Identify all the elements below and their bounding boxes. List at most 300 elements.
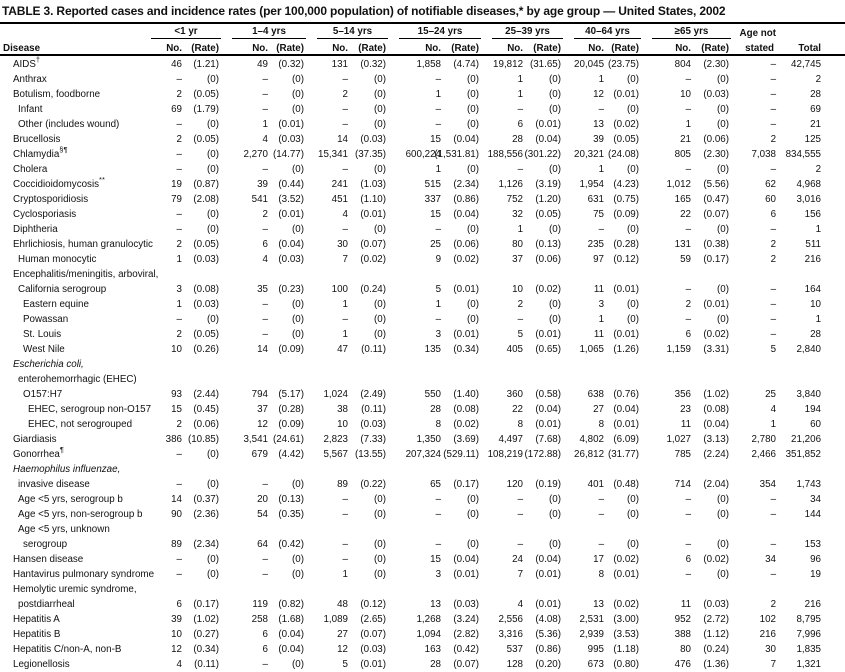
rate-cell: (0)	[207, 554, 219, 565]
no-cell: 3,541	[243, 434, 268, 445]
rate-cell: (0.09)	[278, 419, 304, 430]
age-not-stated-cell: –	[770, 314, 777, 325]
table-row	[0, 476, 845, 491]
age-group-header: 25–39 yrs	[481, 24, 563, 39]
no-cell: –	[262, 164, 268, 175]
no-cell: 2	[685, 299, 692, 310]
no-cell: 20,045	[574, 59, 605, 70]
no-cell: 14	[257, 344, 268, 355]
rate-cell: (0)	[627, 539, 640, 550]
rate-cell: (0)	[374, 299, 387, 310]
rate-cell: (1.18)	[613, 644, 640, 655]
no-cell: 515	[424, 179, 442, 190]
rate-cell: (0.12)	[360, 599, 387, 610]
disease-label: Giardiasis	[13, 434, 57, 445]
rate-cell: (0.01)	[613, 284, 640, 295]
no-cell: 6	[685, 554, 692, 565]
no-cell	[140, 371, 184, 386]
rate-cell: (0.07)	[453, 659, 480, 670]
rate-cell: (0.03)	[360, 644, 387, 655]
rate-cell: (0.04)	[278, 629, 304, 640]
no-cell: 14	[171, 494, 182, 505]
rate-cell	[350, 371, 388, 386]
rate-cell	[184, 266, 221, 281]
no-cell	[140, 581, 184, 596]
age-not-stated-cell: 30	[765, 644, 777, 655]
total-cell: 216	[804, 599, 822, 610]
no-cell	[306, 266, 350, 281]
rate-cell: (2.08)	[193, 194, 219, 205]
no-cell: –	[262, 299, 268, 310]
rate-cell	[693, 521, 731, 536]
rate-cell	[350, 356, 388, 371]
rate-cell: (0.44)	[278, 179, 304, 190]
age-group-header: 5–14 yrs	[306, 24, 388, 39]
rate-cell: (0)	[292, 74, 304, 85]
no-cell: –	[176, 479, 182, 490]
rate-cell: (0)	[627, 224, 640, 235]
rate-cell: (0)	[374, 569, 387, 580]
no-cell: 19	[171, 179, 182, 190]
disease-label: Cholera	[13, 164, 48, 175]
table-row	[0, 206, 845, 221]
no-cell	[481, 461, 525, 476]
rate-cell: (0.34)	[193, 644, 219, 655]
rate-cell: (0)	[207, 569, 219, 580]
rate-cell: (0.01)	[278, 209, 304, 220]
rate-cell: (0.02)	[703, 554, 730, 565]
rate-cell: (0)	[549, 539, 562, 550]
rate-cell: (0.80)	[613, 659, 640, 670]
no-cell: 1	[598, 314, 605, 325]
no-cell: 163	[424, 644, 442, 655]
rate-cell	[270, 521, 306, 536]
no-cell: 69	[171, 104, 182, 115]
age-not-stated-cell: 2	[770, 599, 777, 610]
no-cell: 8	[517, 419, 524, 430]
no-cell: 1,268	[416, 614, 442, 625]
total-cell: 60	[810, 419, 822, 430]
rate-cell	[270, 581, 306, 596]
no-cell: –	[262, 104, 268, 115]
rate-cell: (0)	[549, 104, 562, 115]
rate-cell: (0.01)	[535, 119, 562, 130]
rate-cell: (0)	[374, 89, 387, 100]
disease-label: Haemophilus influenzae,	[13, 464, 121, 475]
rate-cell: (0)	[627, 164, 640, 175]
no-cell	[388, 461, 443, 476]
rate-cell: (0.20)	[535, 659, 562, 670]
no-cell: 100	[331, 284, 348, 295]
no-cell: 59	[680, 254, 692, 265]
no-column-header: No.	[388, 39, 443, 55]
total-cell: 4,968	[796, 179, 822, 190]
rate-cell	[443, 581, 481, 596]
rate-cell: (0.01)	[453, 569, 480, 580]
no-cell: 1,159	[666, 344, 692, 355]
disease-column-header: Disease	[0, 39, 140, 55]
table-row	[0, 296, 845, 311]
age-not-stated-cell: –	[770, 74, 777, 85]
rate-cell	[525, 356, 563, 371]
rate-cell: (0.08)	[703, 404, 730, 415]
rate-cell: (0.03)	[278, 134, 304, 145]
age-not-stated-cell: 2	[770, 134, 777, 145]
rate-cell: (0)	[207, 149, 219, 160]
rate-cell: (1.02)	[703, 389, 730, 400]
no-cell: 337	[424, 194, 442, 205]
no-cell: –	[262, 329, 268, 340]
rate-cell: (0)	[717, 74, 730, 85]
age-not-stated-cell: 62	[765, 179, 777, 190]
no-cell: 2	[176, 239, 182, 250]
no-cell: –	[517, 314, 524, 325]
no-cell	[481, 266, 525, 281]
disease-label: Powassan	[23, 314, 69, 325]
rate-cell: (0.06)	[453, 239, 480, 250]
rate-cell: (0)	[717, 284, 730, 295]
age-group-header: 40–64 yrs	[563, 24, 641, 39]
disease-label: Coccidioidomycosis**	[13, 174, 105, 190]
rate-cell: (0)	[207, 314, 219, 325]
rate-cell	[606, 266, 641, 281]
rate-cell: (1,531.81)	[434, 149, 480, 160]
total-cell: 21,206	[791, 434, 822, 445]
no-cell: 12	[171, 644, 182, 655]
rate-cell: (5.17)	[278, 389, 304, 400]
total-cell: 42,745	[791, 59, 822, 70]
rate-cell: (0.58)	[535, 389, 562, 400]
disease-label: Infant	[18, 104, 43, 115]
rate-cell: (529.11)	[443, 449, 480, 460]
disease-label: Eastern equine	[23, 299, 89, 310]
rate-cell: (0.23)	[278, 284, 304, 295]
rate-cell: (0.05)	[193, 239, 219, 250]
age-not-stated-cell: 34	[765, 554, 777, 565]
no-cell: 93	[171, 389, 182, 400]
no-cell: 600,224	[405, 149, 442, 160]
no-cell: 15	[171, 404, 182, 415]
table-row	[0, 191, 845, 206]
rate-cell: (0.05)	[193, 89, 219, 100]
no-cell: 97	[593, 254, 605, 265]
rate-cell: (0)	[374, 119, 387, 130]
rate-cell: (0.47)	[703, 194, 730, 205]
age-not-stated-cell: –	[770, 329, 777, 340]
rate-cell: (7.68)	[535, 434, 562, 445]
rate-cell: (0)	[374, 509, 387, 520]
rate-cell: (0)	[627, 104, 640, 115]
no-cell: –	[176, 149, 182, 160]
no-cell: 2	[176, 329, 182, 340]
no-cell: 28	[512, 134, 524, 145]
disease-label: California serogroup	[18, 284, 107, 295]
no-cell	[306, 521, 350, 536]
rate-cell: (4.42)	[278, 449, 304, 460]
no-cell: –	[685, 74, 692, 85]
disease-label: Hepatitis A	[13, 614, 60, 625]
no-cell: 2	[176, 419, 182, 430]
no-cell: 1	[176, 299, 182, 310]
rate-cell: (0.01)	[535, 329, 562, 340]
no-cell: 54	[257, 509, 268, 520]
total-cell: 28	[810, 329, 822, 340]
footnote-marker: ¶	[59, 444, 64, 454]
no-cell: 65	[430, 479, 442, 490]
rate-cell: (0)	[292, 329, 304, 340]
no-cell	[481, 521, 525, 536]
no-cell: 6	[262, 239, 268, 250]
no-cell: –	[342, 554, 348, 565]
rate-cell: (0.01)	[360, 659, 387, 670]
rate-cell: (0)	[627, 509, 640, 520]
no-cell	[641, 581, 693, 596]
rate-cell: (0)	[207, 449, 219, 460]
disease-label: West Nile	[23, 344, 65, 355]
rate-cell	[184, 371, 221, 386]
rate-cell: (0.04)	[278, 644, 304, 655]
rate-cell: (0.37)	[193, 494, 219, 505]
rate-cell: (0.02)	[453, 254, 480, 265]
disease-label: Cryptosporidiosis	[13, 194, 89, 205]
no-cell: 2	[176, 89, 182, 100]
no-cell: –	[435, 509, 442, 520]
no-cell: 1,065	[579, 344, 605, 355]
no-cell: 27	[337, 629, 348, 640]
no-cell: 21	[680, 134, 692, 145]
no-cell: 785	[674, 449, 692, 460]
rate-cell: (1.68)	[278, 614, 304, 625]
rate-cell: (2.82)	[453, 629, 480, 640]
total-cell: 19	[810, 569, 822, 580]
no-cell: 27	[593, 404, 605, 415]
rate-cell: (2.36)	[193, 509, 219, 520]
rate-cell: (0)	[207, 74, 219, 85]
footnote-marker: §¶	[59, 144, 68, 154]
age-not-stated-cell: 216	[759, 629, 777, 640]
rate-cell	[443, 266, 481, 281]
rate-cell: (0)	[467, 89, 480, 100]
no-cell: –	[176, 74, 182, 85]
no-cell: 5	[435, 284, 442, 295]
no-cell	[140, 521, 184, 536]
rate-cell: (0)	[467, 224, 480, 235]
disease-label: Hepatitis B	[13, 629, 61, 640]
rate-cell: (0)	[717, 509, 730, 520]
rate-cell	[443, 356, 481, 371]
rate-cell: (0)	[374, 164, 387, 175]
rate-cell: (0)	[467, 74, 480, 85]
disease-label: Gonorrhea¶	[13, 444, 64, 460]
no-cell: –	[262, 479, 268, 490]
no-cell: 1	[435, 299, 442, 310]
total-cell: 194	[804, 404, 822, 415]
no-cell: 3	[435, 329, 442, 340]
no-cell: 258	[251, 614, 268, 625]
rate-cell: (3.31)	[703, 344, 730, 355]
rate-cell	[270, 266, 306, 281]
footnote-marker: †	[35, 54, 41, 64]
age-not-stated-cell: 2	[770, 239, 777, 250]
total-cell: 834,555	[785, 149, 822, 160]
no-cell	[481, 581, 525, 596]
rate-cell: (37.35)	[354, 149, 387, 160]
no-cell: 4	[517, 599, 524, 610]
total-cell: 3,840	[796, 389, 822, 400]
no-cell: 1	[435, 89, 442, 100]
disease-label: Anthrax	[13, 74, 47, 85]
rate-cell: (0.05)	[193, 329, 219, 340]
disease-label: Age <5 yrs, non-serogroup b	[18, 509, 143, 520]
disease-label: Ehrlichiosis, human granulocytic	[13, 239, 153, 250]
rate-cell: (4.23)	[613, 179, 640, 190]
disease-header-spacer	[0, 24, 140, 39]
no-cell: 15	[430, 554, 442, 565]
rate-cell: (1.12)	[703, 629, 730, 640]
no-cell: 537	[506, 644, 524, 655]
rate-cell: (0.26)	[193, 344, 219, 355]
no-cell: 89	[171, 539, 182, 550]
no-cell: 7	[342, 254, 348, 265]
age-not-stated-cell	[731, 266, 778, 281]
total-cell: 69	[810, 104, 822, 115]
disease-label: Hansen disease	[13, 554, 84, 565]
rate-cell: (0)	[627, 74, 640, 85]
no-cell	[221, 461, 270, 476]
no-cell	[563, 461, 606, 476]
rate-cell: (0)	[374, 314, 387, 325]
age-not-stated-cell: 60	[765, 194, 777, 205]
rate-cell	[525, 521, 563, 536]
rate-cell: (0.02)	[453, 419, 480, 430]
rate-cell	[443, 461, 481, 476]
no-cell: 8	[598, 419, 605, 430]
no-cell: 48	[337, 599, 348, 610]
no-cell: 1	[176, 254, 182, 265]
rate-cell: (0)	[717, 224, 730, 235]
rate-cell	[693, 356, 731, 371]
no-cell: –	[517, 104, 524, 115]
no-cell: 241	[331, 179, 348, 190]
table-row	[0, 176, 845, 191]
no-cell: 451	[331, 194, 348, 205]
total-column-header: Total	[778, 39, 845, 55]
rate-cell	[525, 461, 563, 476]
no-cell: –	[176, 224, 182, 235]
no-column-header: No.	[563, 39, 606, 55]
rate-cell: (0)	[717, 539, 730, 550]
no-cell: –	[685, 539, 692, 550]
age-not-stated-cell	[731, 371, 778, 386]
table-row	[0, 221, 845, 236]
age-not-stated-cell	[731, 581, 778, 596]
no-cell: 1	[517, 224, 524, 235]
no-cell: –	[176, 164, 182, 175]
no-cell	[388, 581, 443, 596]
total-cell: 3,016	[796, 194, 822, 205]
no-cell: 1,089	[323, 614, 348, 625]
table-row	[0, 131, 845, 146]
rate-cell	[606, 521, 641, 536]
no-cell: –	[435, 494, 442, 505]
age-not-stated-cell: 4	[770, 404, 777, 415]
rate-cell: (0)	[207, 224, 219, 235]
no-cell: 119	[252, 599, 268, 610]
no-cell: 6	[262, 629, 268, 640]
no-cell: 360	[506, 389, 524, 400]
total-cell: 96	[810, 554, 822, 565]
age-not-stated-cell: 7	[770, 659, 777, 670]
rate-cell: (0.12)	[613, 254, 640, 265]
no-cell: 25	[430, 239, 442, 250]
table-row	[0, 116, 845, 131]
no-cell: 11	[680, 419, 692, 430]
no-cell	[563, 266, 606, 281]
no-cell: 14	[337, 134, 348, 145]
no-cell: –	[598, 224, 605, 235]
rate-cell: (0.02)	[535, 284, 562, 295]
rate-cell: (0)	[549, 494, 562, 505]
rate-cell: (0.01)	[703, 299, 730, 310]
rate-cell: (0.01)	[613, 329, 640, 340]
no-cell: 4,497	[498, 434, 524, 445]
no-cell	[641, 521, 693, 536]
rate-cell: (1.02)	[193, 614, 219, 625]
no-cell: –	[517, 539, 524, 550]
no-cell: 15	[430, 134, 442, 145]
no-cell: –	[685, 164, 692, 175]
total-cell: 153	[804, 539, 822, 550]
rate-cell: (0.01)	[535, 419, 562, 430]
rate-cell: (0.01)	[613, 419, 640, 430]
total-cell	[778, 371, 845, 386]
no-cell: 8	[598, 569, 605, 580]
table-row	[0, 326, 845, 341]
no-cell: 6	[685, 329, 692, 340]
no-column-header: No.	[221, 39, 270, 55]
no-cell	[221, 521, 270, 536]
rate-cell: (0.03)	[703, 599, 730, 610]
no-cell	[306, 461, 350, 476]
no-cell	[481, 371, 525, 386]
rate-cell: (0)	[292, 89, 304, 100]
table-row	[0, 536, 845, 551]
rate-cell: (4.74)	[453, 59, 480, 70]
rate-cell: (0.11)	[361, 404, 387, 415]
age-group-header: ≥65 yrs	[641, 24, 731, 39]
rate-cell: (0.01)	[535, 599, 562, 610]
rate-cell: (0)	[549, 74, 562, 85]
no-cell: 2,270	[243, 149, 268, 160]
rate-cell: (0.24)	[703, 644, 730, 655]
disease-label: EHEC, not serogrouped	[28, 419, 133, 430]
age-not-stated-header-line1: Age not	[739, 28, 777, 39]
no-cell	[306, 581, 350, 596]
rate-cell: (0.17)	[703, 254, 730, 265]
no-cell: 135	[424, 344, 442, 355]
age-not-stated-cell: 354	[759, 479, 777, 490]
disease-label: O157:H7	[23, 389, 63, 400]
rate-cell: (31.77)	[607, 449, 640, 460]
table-row	[0, 266, 845, 281]
no-cell: 165	[674, 194, 692, 205]
rate-cell: (0.82)	[278, 599, 304, 610]
rate-cell: (0.02)	[360, 254, 387, 265]
no-cell: 64	[257, 539, 268, 550]
rate-cell: (0.04)	[278, 239, 304, 250]
total-cell: 1,835	[796, 644, 822, 655]
rate-cell: (23.75)	[607, 59, 640, 70]
